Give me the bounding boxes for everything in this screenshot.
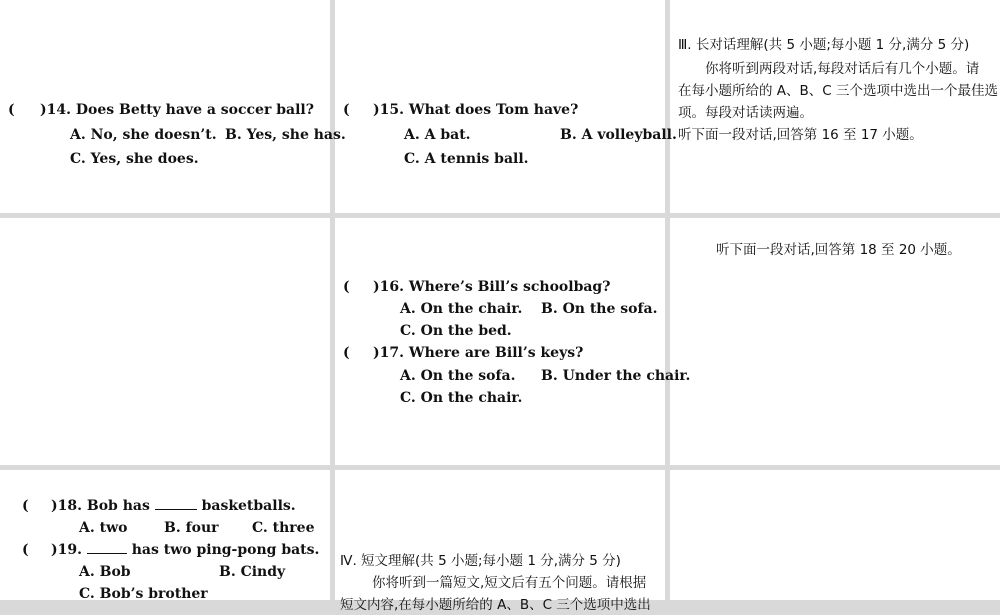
question-14-option-a: A. No, she doesn’t. [70,127,217,143]
question-19-option-c: C. Bob’s brother [79,586,208,602]
answer-paren[interactable]: ( [343,279,350,295]
question-17-option-c: C. On the chair. [400,390,523,406]
answer-paren[interactable]: ( [22,498,29,514]
section-4-instructions-line2: 短文内容,在每小题所给的 A、B、C 三个选项中选出 [340,597,651,613]
answer-blank[interactable] [87,541,127,554]
section-3-instructions-line2: 在每小题所给的 A、B、C 三个选项中选出一个最佳选 [678,83,999,99]
section-3-dialog1-intro: 听下面一段对话,回答第 16 至 17 小题。 [678,127,923,143]
question-17-option-a: A. On the sofa. [400,368,516,384]
panel-mid-left [0,218,330,465]
question-18-option-c: C. three [252,520,315,536]
answer-paren[interactable]: ( [22,542,29,558]
question-16-option-c: C. On the bed. [400,323,512,339]
question-15-stem: )15. What does Tom have? [373,102,579,118]
answer-paren[interactable]: ( [343,102,350,118]
question-16-option-a: A. On the chair. [400,301,523,317]
section-3-title: Ⅲ. 长对话理解(共 5 小题;每小题 1 分,满分 5 分) [678,37,970,53]
answer-paren[interactable]: ( [8,102,15,118]
panel-mid-middle [335,218,665,465]
section-3-instructions-line3: 项。每段对话读两遍。 [678,105,813,121]
question-14-option-c: C. Yes, she does. [70,151,199,167]
question-18-stem-start: )18. Bob has [51,498,150,514]
question-16-stem: )16. Where’s Bill’s schoolbag? [373,279,611,295]
question-14-stem: )14. Does Betty have a soccer ball? [40,102,314,118]
answer-blank[interactable] [155,497,197,510]
question-19-stem-end: has two ping-pong bats. [131,542,320,558]
question-19-stem [51,540,319,560]
question-18-stem [51,496,296,516]
question-17-stem: )17. Where are Bill’s keys? [373,345,584,361]
question-18-option-b: B. four [164,520,219,536]
answer-paren[interactable]: ( [343,345,350,361]
question-17-option-b: B. Under the chair. [541,368,691,384]
question-19-stem-start: )19. [51,542,82,558]
question-18-option-a: A. two [79,520,128,536]
question-18-stem-end: basketballs. [201,498,296,514]
dialog-2-intro: 听下面一段对话,回答第 18 至 20 小题。 [716,242,961,258]
question-14-option-b: B. Yes, she has. [225,127,346,143]
question-15-option-a: A. A bat. [404,127,471,143]
section-3-instructions-line1: 你将听到两段对话,每段对话后有几个小题。请 [705,61,980,77]
question-15-option-c: C. A tennis ball. [404,151,529,167]
question-16-option-b: B. On the sofa. [541,301,658,317]
question-15-option-b: B. A volleyball. [560,127,677,143]
section-4-title: Ⅳ. 短文理解(共 5 小题;每小题 1 分,满分 5 分) [340,553,621,569]
section-4-instructions-line1: 你将听到一篇短文,短文后有五个问题。请根据 [372,575,647,591]
panel-bottom-right [670,470,1000,600]
question-19-option-a: A. Bob [79,564,131,580]
question-19-option-b: B. Cindy [219,564,286,580]
